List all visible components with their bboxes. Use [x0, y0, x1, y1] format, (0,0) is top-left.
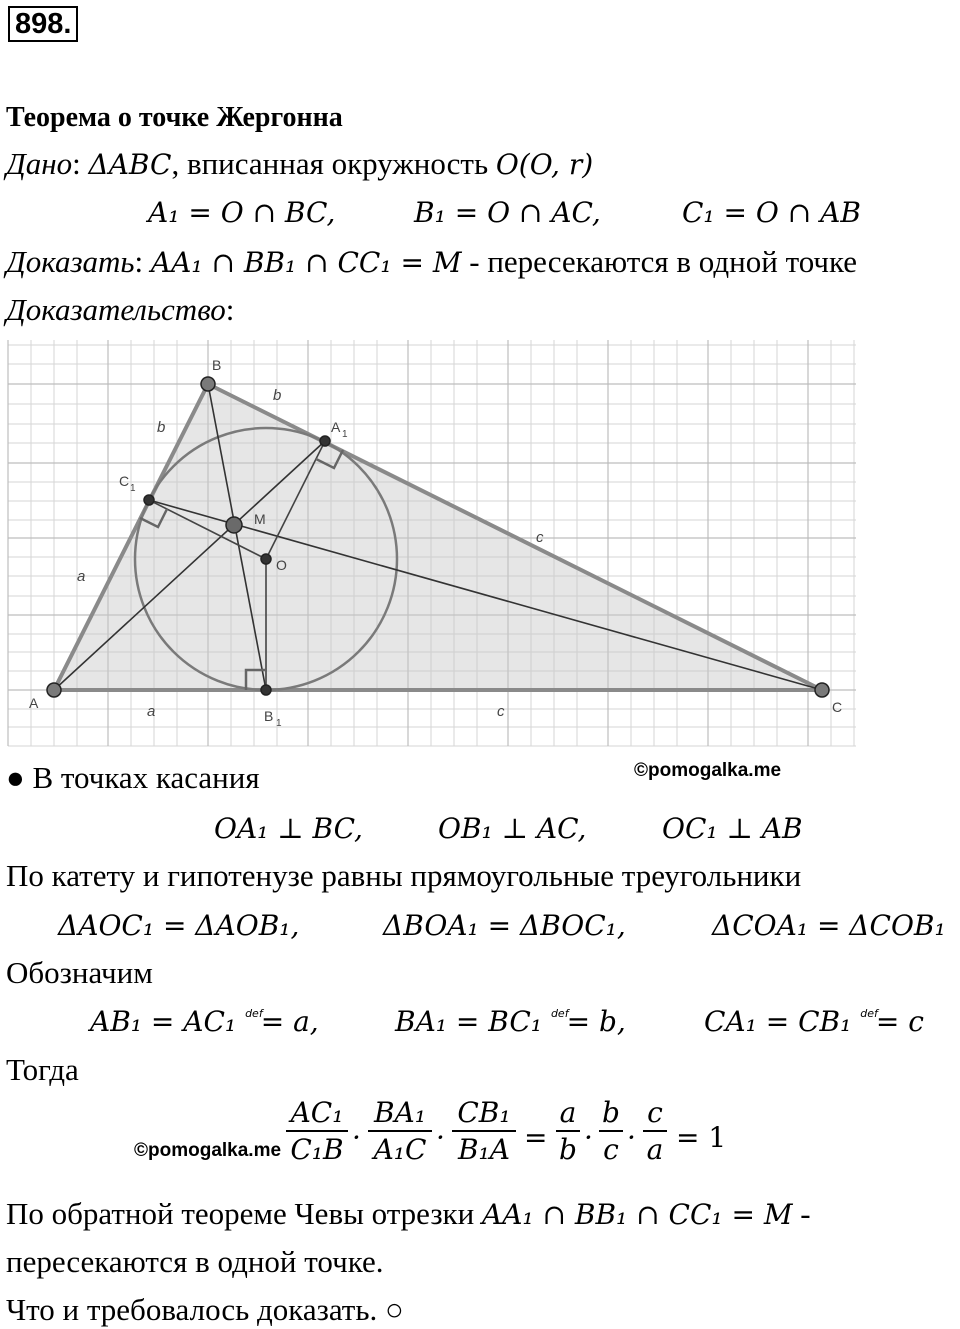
prove-text: - пересекаются в одной точке [461, 244, 858, 279]
label-b-vertex: B [212, 357, 222, 373]
def-eq-sign: = [566, 1005, 591, 1038]
equals-1: = [524, 1121, 548, 1154]
geometry-figure [0, 330, 960, 750]
denote-c-value: c [908, 1005, 924, 1038]
conclusion-dash: - [800, 1196, 811, 1231]
fraction-numerator: BA₁ [373, 1096, 427, 1129]
fraction-numerator: b [602, 1096, 620, 1129]
perp-oc1: OC₁ ⊥ AB [662, 812, 803, 845]
def-eq-c [860, 1005, 899, 1038]
label-side-b-top: b [273, 387, 282, 404]
eq-boa1-boc1: ΔBOA₁ = ΔBOC₁, [383, 909, 626, 942]
denote-c [704, 1005, 924, 1038]
fraction-denominator: b [559, 1133, 577, 1166]
fraction-numerator: a [559, 1096, 577, 1129]
given-b1: B₁ = O ∩ AC, [414, 196, 601, 229]
fraction-numerator: c [647, 1096, 663, 1129]
given-text: , вписанная окружность [171, 146, 496, 181]
label-c1-point: C [119, 473, 130, 489]
fraction-ba1-a1c [368, 1096, 432, 1166]
def-eq-b [551, 1005, 590, 1038]
def-eq-a [245, 1005, 284, 1038]
denote-c-expr: CA₁ = CB₁ [704, 1005, 852, 1038]
fraction-denominator: B₁A [457, 1133, 511, 1166]
perp-ob1: OB₁ ⊥ AC, [438, 812, 587, 845]
fraction-b-c [599, 1096, 623, 1166]
watermark-top: ©pomogalka.me [634, 760, 782, 781]
def-label: def [550, 1007, 569, 1020]
triangle-abc [54, 384, 822, 690]
fraction-denominator: a [646, 1133, 664, 1166]
eq-coa1-cob1: ΔCOA₁ = ΔCOB₁ [712, 909, 946, 942]
label-side-c-bottom: c [497, 703, 505, 720]
given-colon: : [72, 146, 81, 181]
prove-label: Доказать [6, 244, 135, 279]
def-eq-sign: = [260, 1005, 285, 1038]
denote-a-expr: AB₁ = AC₁ [90, 1005, 237, 1038]
fraction-ac1-c1b [286, 1096, 348, 1166]
label-b1-sub: 1 [276, 718, 282, 729]
fraction-denominator: C₁B [290, 1133, 344, 1166]
fraction-denominator: A₁C [373, 1133, 427, 1166]
denote-b-value: b, [598, 1005, 626, 1038]
proof-colon: : [225, 292, 235, 327]
fraction-denominator: c [603, 1133, 619, 1166]
label-a-vertex: A [29, 695, 39, 711]
label-b1-point: B [264, 708, 274, 724]
fraction-c-a [643, 1096, 667, 1166]
then-label: Тогда [6, 1052, 79, 1087]
prove-line [6, 244, 857, 281]
given-circle: O(O, r) [495, 148, 594, 181]
label-side-c-right: c [536, 529, 544, 546]
label-c1-sub: 1 [130, 483, 136, 494]
prove-expr: AA₁ ∩ BB₁ ∩ CC₁ = M [150, 246, 462, 279]
fraction-numerator: AC₁ [290, 1096, 344, 1129]
denote-b [395, 1005, 626, 1038]
label-o-point: O [276, 557, 287, 573]
def-label: def [860, 1007, 878, 1020]
watermark-bottom: ©pomogalka.me [134, 1140, 282, 1161]
denote-b-expr: BA₁ = BC₁ [395, 1005, 543, 1038]
given-triangle: ΔABC [88, 148, 172, 181]
fraction-a-b [556, 1096, 580, 1166]
given-line [6, 146, 593, 183]
fraction-numerator: CB₁ [457, 1096, 511, 1129]
eq-aoc1-aob1: ΔAOC₁ = ΔAOB₁, [58, 909, 300, 942]
label-side-b-left: b [157, 419, 166, 436]
tangent-points-line: ● В точках касания [6, 760, 260, 795]
denote-label: Обозначим [6, 955, 153, 990]
perp-oa1: OA₁ ⊥ BC, [214, 812, 363, 845]
def-label: def [245, 1007, 263, 1020]
dot-2: · [436, 1121, 445, 1154]
conclusion-line-2: пересекаются в одной точке. [6, 1244, 384, 1279]
given-label: Дано [6, 146, 73, 181]
dot-4: · [627, 1121, 636, 1154]
fraction-result: = 1 [676, 1121, 727, 1154]
prove-colon: : [134, 244, 144, 279]
conclusion-text: По обратной теореме Чевы отрезки [6, 1196, 475, 1231]
conclusion-expr: AA₁ ∩ BB₁ ∩ CC₁ = M [481, 1198, 793, 1231]
label-a1-sub: 1 [342, 429, 348, 440]
proof-label: Доказательство [6, 292, 226, 327]
given-c1: C₁ = O ∩ AB [682, 196, 861, 229]
conclusion-line-1 [6, 1196, 811, 1233]
label-c-vertex: C [832, 699, 843, 715]
denote-a [90, 1005, 319, 1038]
label-a1-point: A [331, 419, 341, 435]
theorem-title: Теорема о точке Жергонна [6, 102, 343, 133]
triangles-statement: По катету и гипотенузе равны прямоугольные треугольники [6, 858, 802, 893]
dot-3: · [584, 1121, 593, 1154]
fraction-cb1-b1a [452, 1096, 516, 1166]
label-side-a-left: a [77, 568, 86, 585]
given-a1: A₁ = O ∩ BC, [148, 196, 336, 229]
dot-1: · [352, 1121, 361, 1154]
denote-a-value: a, [293, 1005, 319, 1038]
def-eq-sign: = [875, 1005, 900, 1038]
problem-number: 898. [8, 6, 78, 42]
qed-line: Что и требовалось доказать. ○ [6, 1292, 404, 1327]
label-side-a-bottom: a [147, 703, 156, 720]
label-m-point: M [254, 511, 266, 527]
proof-label-line [6, 292, 234, 328]
